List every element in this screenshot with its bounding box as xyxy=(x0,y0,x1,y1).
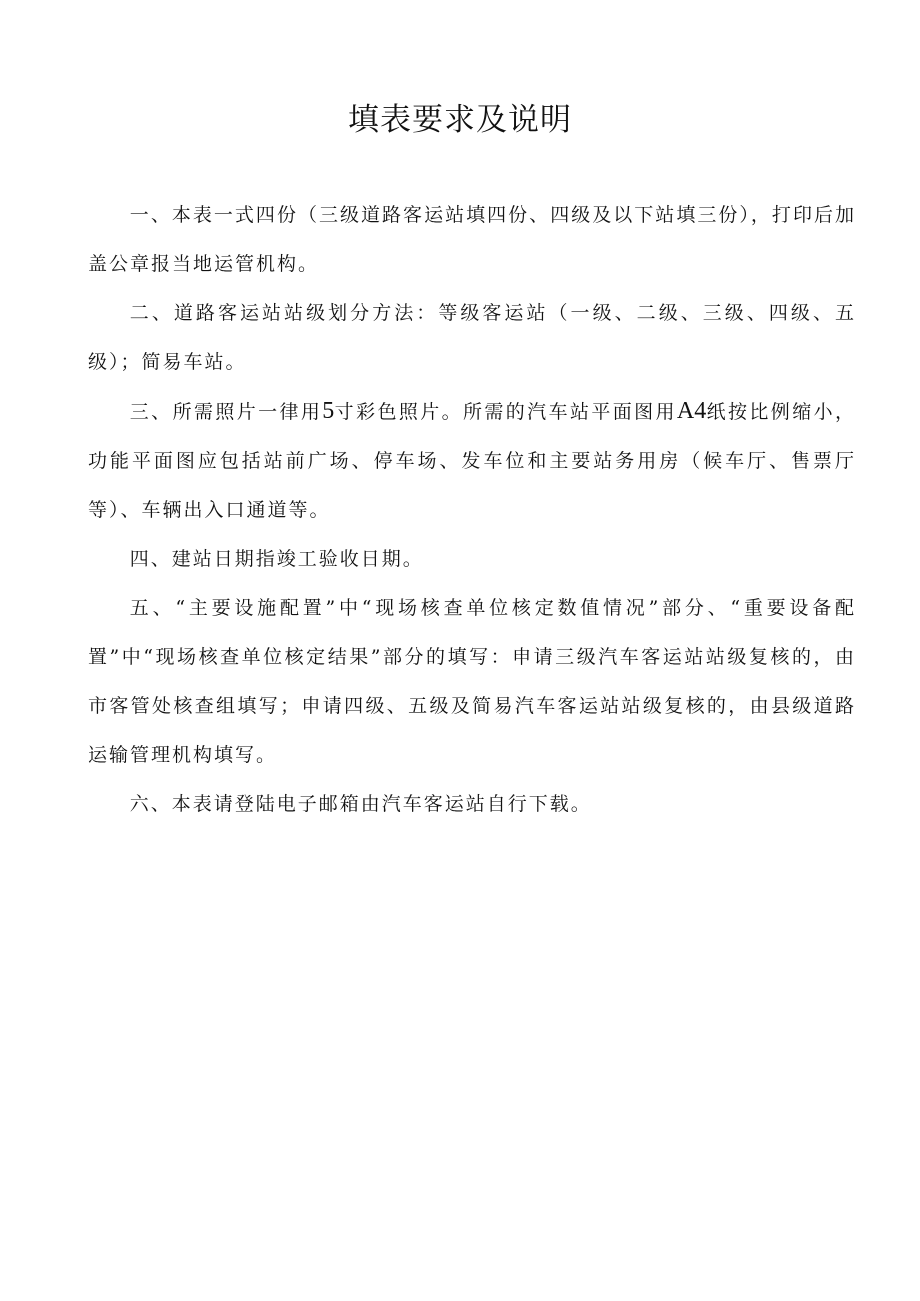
paper-size-label: A4 xyxy=(676,398,707,424)
paragraph-text: 六、本表请登陆电子邮箱由汽车客运站自行下载。 xyxy=(129,793,592,815)
paragraph-text: 二、道路客运站站级划分方法：等级客运站（一级、二级、三级、四级、五级）；简易车站。 xyxy=(88,302,856,373)
instruction-paragraph-5 xyxy=(88,584,856,780)
instructions-body xyxy=(88,191,856,829)
instruction-paragraph-1 xyxy=(88,191,856,289)
instruction-paragraph-2 xyxy=(88,289,856,387)
instruction-paragraph-4 xyxy=(88,535,856,584)
paragraph-text: 一、本表一式四份（三级道路客运站填四份、四级及以下站填三份），打印后加盖公章报当地运管机构。 xyxy=(88,204,856,275)
page-title: 填表要求及说明 xyxy=(348,102,572,138)
paragraph-text: 四、建站日期指竣工验收日期。 xyxy=(129,548,424,570)
paragraph-text: 三、所需照片一律用 xyxy=(129,401,323,423)
instruction-paragraph-6 xyxy=(88,780,856,829)
paragraph-text: 寸彩色照片。所需的汽车站平面图用 xyxy=(334,401,677,423)
instruction-paragraph-3 xyxy=(88,387,856,535)
photo-size-number: 5 xyxy=(322,398,335,424)
paragraph-text: 纸按比例缩小，功能平面图应包括站前广场、停车场、发车位和主要站务用房（候车厅、售票厅等）、车辆出入口通道等。 xyxy=(88,401,856,521)
paragraph-text: 五、“主要设施配置”中“现场核查单位核定数值情况”部分、“重要设备配置”中“现场核查单位核定结果”部分的填写：申请三级汽车客运站站级复核的，由市客管处核查组填写；申请四级、五级及简易汽车客运站站级复核的，由县级道路运输管理机构填写。 xyxy=(88,597,856,766)
